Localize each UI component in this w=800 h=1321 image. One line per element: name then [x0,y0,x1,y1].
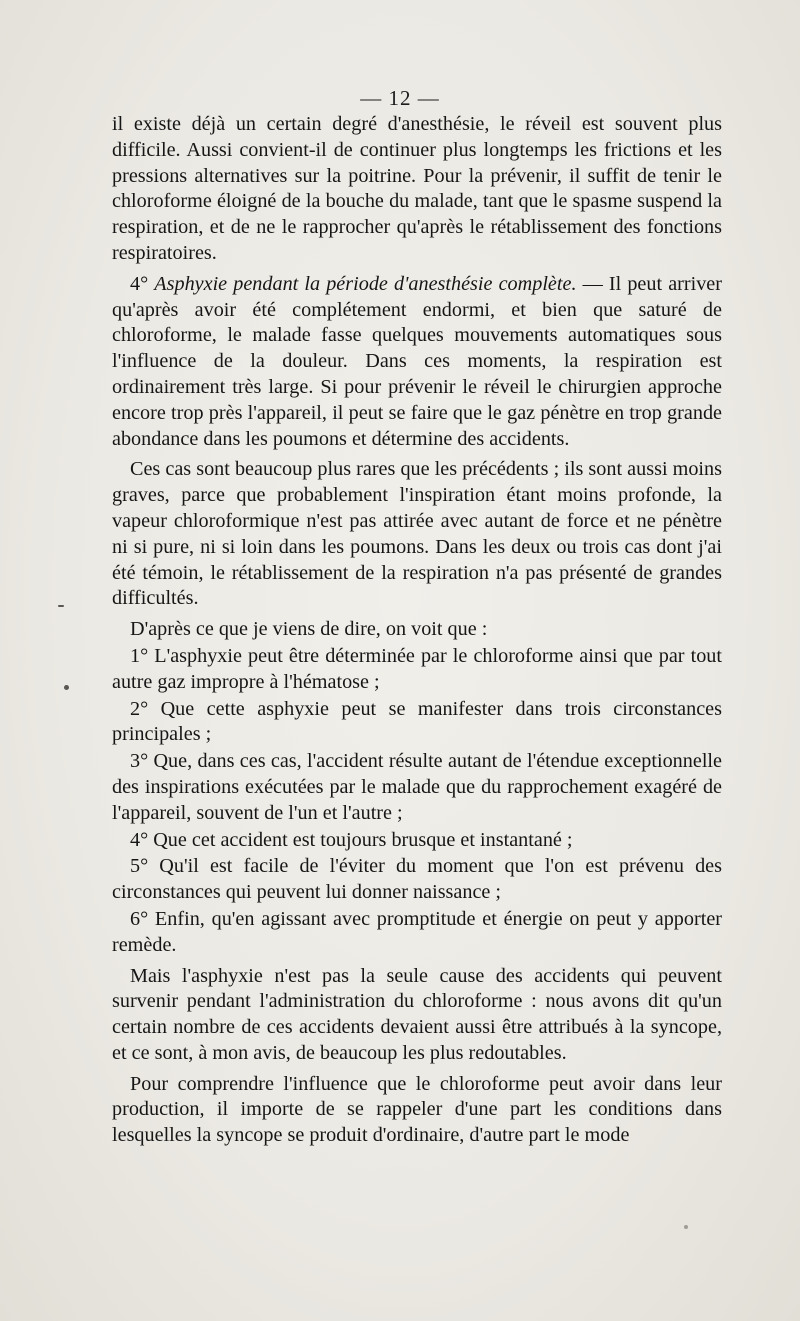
conclusion-item-4: 4° Que cet accident est toujours brusque et instantané ; [130,828,573,851]
paragraph-asphyxie-anesthesie [112,272,722,453]
body-text [112,112,722,1149]
conclusion-item-5: 5° Qu'il est facile de l'éviter du moment que l'on est prévenu des circonstances qui peuvent lui donner naissance ; [112,855,722,904]
paper-speck [64,685,69,690]
page-number: — 12 — [360,86,440,110]
paragraph-syncope: Mais l'asphyxie n'est pas la seule cause des accidents qui peuvent survenir pendant l'administration du chloroforme : nous avons dit qu'un certain nombre de ces accidents devaient aussi être attribués à la syncope, et ce sont, à mon avis, de beaucoup les plus redoutables. [112,964,722,1064]
paper-speck [684,1225,688,1229]
paper-speck [58,605,64,607]
conclusion-item-3: 3° Que, dans ces cas, l'accident résulte autant de l'étendue exceptionnelle des inspirations exécutées par le malade que du rapprochement exagéré de l'appareil, souvent de l'un et l'autre ; [112,750,722,824]
section-number: 4° [130,272,155,295]
paragraph-influence: Pour comprendre l'influence que le chloroforme peut avoir dans leur production, il importe de se rappeler d'une part les conditions dans lesquelles la syncope se produit d'ordinaire, d'autre part le mode [112,1072,722,1147]
section-text: — Il peut arriver qu'après avoir été complétement endormi, et bien que saturé de chloroforme, le malade fasse quelques mouvements automatiques sous l'influence de la douleur. Dans ces moments, la respiration est ordinairement très large. Si pour prévenir le réveil le chirurgien approche encore trop près l'appareil, il peut se faire que le gaz pénètre en trop grande abondance dans les poumons et détermine des accidents. [112,272,722,450]
conclusion-item-2: 2° Que cette asphyxie peut se manifester dans trois circonstances principales ; [112,697,722,746]
conclusion-item-1: 1° L'asphyxie peut être déterminée par le chloroforme ainsi que par tout autre gaz impropre à l'hématose ; [112,644,722,693]
paragraph-cas-rares: Ces cas sont beaucoup plus rares que les précédents ; ils sont aussi moins graves, parce que probablement l'inspiration étant moins profonde, la vapeur chloroformique n'est pas attirée avec autant de force et ne pénètre ni si pure, ni si loin dans les poumons. Dans les deux ou trois cas dont j'ai été témoin, le rétablissement de la respiration n'a pas présenté de grandes difficultés. [112,458,722,610]
section-heading: Asphyxie pendant la période d'anesthésie complète. [154,272,577,295]
paragraph-continuation: il existe déjà un certain degré d'anesthésie, le réveil est souvent plus difficile. Aussi convient-il de continuer plus longtemps les frictions et les pressions alternatives sur la poitrine. Pour la prévenir, il suffit de tenir le chloroforme éloigné de la bouche du malade, tant que le spasme suspend la respiration, et de ne le rapprocher qu'après le rétablissement des fonctions respiratoires. [112,113,722,264]
conclusion-item-6: 6° Enfin, qu'en agissant avec promptitude et énergie on peut y apporter remède. [112,907,722,956]
paragraph-conclusion-intro: D'après ce que je viens de dire, on voit que : [130,618,488,641]
